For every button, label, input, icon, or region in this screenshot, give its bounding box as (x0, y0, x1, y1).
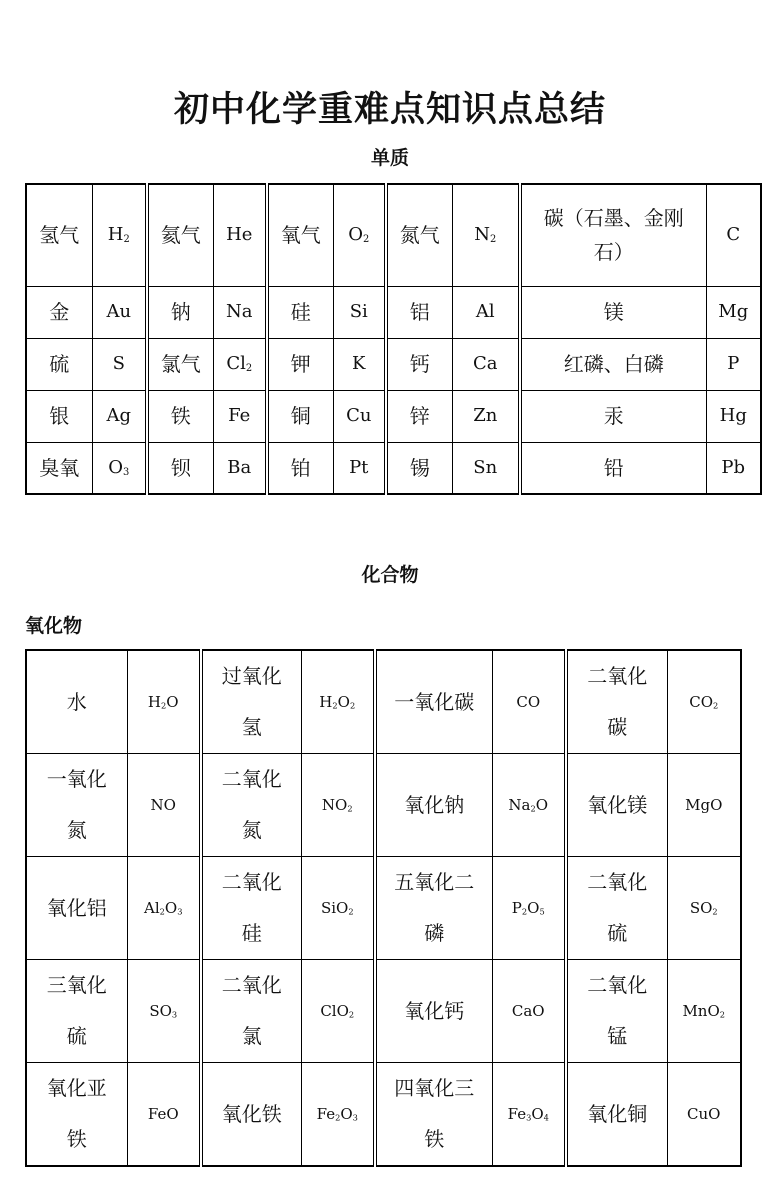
compound-formula (301, 857, 375, 960)
symbol-text: Sn (473, 456, 498, 478)
formula-part: FeO (147, 1105, 179, 1123)
table-row (26, 442, 761, 494)
compound-name: 一氧化氮 (26, 754, 127, 857)
table-row (26, 184, 761, 286)
formula-part: NO (150, 796, 176, 814)
symbol-text: Au (106, 301, 132, 322)
compound-formula (667, 754, 741, 857)
formula-part: SO (689, 899, 713, 917)
formula-subscript: 2 (712, 906, 718, 917)
element-name: 氯气 (147, 338, 213, 390)
element-name: 镁 (520, 286, 706, 338)
element-symbol (92, 184, 147, 286)
formula-part: CaO (511, 1002, 545, 1020)
symbol-text: He (226, 224, 253, 246)
compound-name: 过氧化氢 (201, 650, 301, 754)
formula-part: O (531, 1105, 544, 1123)
oxides-heading: 氧化物 (25, 615, 83, 637)
symbol-text: S (112, 353, 125, 374)
symbol-text: O (108, 456, 123, 478)
element-symbol (333, 184, 386, 286)
formula-subscript: 2 (349, 700, 356, 711)
compound-name: 氧化铝 (26, 857, 127, 960)
element-symbol (706, 286, 761, 338)
formula-part: O (340, 1105, 353, 1123)
element-name: 氮气 (386, 184, 452, 286)
element-symbol (452, 442, 520, 494)
formula-part: O (527, 899, 540, 917)
compound-formula (127, 650, 201, 754)
element-name: 银 (26, 390, 92, 442)
symbol-subscript: 2 (362, 234, 370, 246)
element-name: 氢气 (26, 184, 92, 286)
formula-part: CuO (687, 1105, 721, 1123)
compound-name: 氧化钙 (375, 960, 492, 1063)
formula-part: SO (149, 1002, 172, 1020)
compound-formula (301, 960, 375, 1063)
elements-section-title: 单质 (370, 147, 409, 169)
element-symbol (213, 390, 267, 442)
element-symbol (706, 184, 761, 286)
element-symbol (706, 442, 761, 494)
compound-name: 氧化亚铁 (26, 1063, 127, 1167)
table-row (26, 338, 761, 390)
compound-formula (667, 1063, 741, 1167)
compound-formula (127, 754, 201, 857)
formula-subscript: 3 (352, 1112, 358, 1123)
formula-part: O (164, 899, 178, 917)
symbol-text: Ba (227, 456, 252, 478)
element-name: 铝 (386, 286, 452, 338)
table-row (26, 650, 741, 754)
formula-part: CO (689, 693, 714, 711)
table-row (26, 1063, 741, 1167)
element-name: 金 (26, 286, 92, 338)
table-row (26, 754, 741, 857)
element-name: 铅 (520, 442, 706, 494)
element-symbol (213, 338, 267, 390)
compound-formula (127, 1063, 201, 1167)
compound-name: 氧化铜 (566, 1063, 667, 1167)
compound-formula (492, 1063, 566, 1167)
element-name: 铂 (267, 442, 333, 494)
formula-part: ClO (320, 1002, 349, 1020)
oxides-table (25, 649, 742, 1167)
compound-name: 二氧化硅 (201, 857, 301, 960)
formula-subscript: 4 (543, 1112, 549, 1123)
element-symbol (92, 442, 147, 494)
element-symbol (333, 442, 386, 494)
element-name: 钙 (386, 338, 452, 390)
compound-name: 三氧化硫 (26, 960, 127, 1063)
formula-subscript: 2 (348, 906, 354, 917)
compound-formula (492, 857, 566, 960)
element-symbol (213, 184, 267, 286)
element-symbol (213, 286, 267, 338)
compound-name: 二氧化硫 (566, 857, 667, 960)
formula-subscript: 3 (526, 1112, 532, 1123)
compound-name: 五氧化二磷 (375, 857, 492, 960)
compound-name: 氧化钠 (375, 754, 492, 857)
element-symbol (333, 338, 386, 390)
formula-part: SiO (320, 899, 349, 917)
symbol-text: Hg (719, 405, 747, 426)
element-name: 硅 (267, 286, 333, 338)
formula-part: O (535, 796, 549, 814)
symbol-text: Ag (106, 405, 132, 426)
compound-formula (667, 960, 741, 1063)
compound-formula (667, 650, 741, 754)
formula-part: Na (508, 796, 531, 814)
compound-name: 二氧化碳 (566, 650, 667, 754)
table-row (26, 286, 761, 338)
formula-part: MgO (685, 796, 723, 814)
formula-subscript: 2 (348, 1009, 355, 1020)
compound-formula (301, 754, 375, 857)
elements-table (25, 183, 762, 495)
formula-part: CO (516, 693, 541, 711)
symbol-text: Pt (349, 456, 369, 478)
page-title: 初中化学重难点知识点总结 (173, 90, 606, 130)
symbol-text: Al (475, 301, 495, 322)
element-name: 锌 (386, 390, 452, 442)
element-symbol (452, 184, 520, 286)
formula-part: O (166, 693, 179, 711)
formula-part: NO (321, 796, 348, 814)
symbol-subscript: 2 (123, 234, 130, 246)
element-name: 锡 (386, 442, 452, 494)
element-symbol (92, 338, 147, 390)
table-row (26, 857, 741, 960)
symbol-text: Mg (718, 301, 749, 322)
compound-name: 氧化铁 (201, 1063, 301, 1167)
formula-subscript: 2 (521, 906, 528, 917)
symbol-text: Na (226, 301, 253, 322)
symbol-text: Ca (472, 353, 498, 374)
compound-formula (492, 650, 566, 754)
table-row (26, 390, 761, 442)
element-name: 氧气 (267, 184, 333, 286)
element-name: 铜 (267, 390, 333, 442)
element-symbol (452, 338, 520, 390)
element-symbol (92, 390, 147, 442)
element-symbol (706, 338, 761, 390)
symbol-subscript: 2 (245, 362, 253, 374)
compound-formula (127, 857, 201, 960)
symbol-text: Zn (473, 405, 498, 426)
formula-part: P (511, 899, 522, 917)
compound-name: 氧化镁 (566, 754, 667, 857)
element-name: 汞 (520, 390, 706, 442)
formula-subscript: 3 (177, 906, 183, 917)
table-row (26, 960, 741, 1063)
compounds-section-title: 化合物 (361, 564, 419, 586)
formula-subscript: 2 (530, 803, 536, 814)
symbol-text: K (352, 353, 366, 374)
formula-subscript: 2 (719, 1009, 726, 1020)
element-symbol (706, 390, 761, 442)
formula-subscript: 2 (161, 700, 167, 711)
compound-formula (301, 650, 375, 754)
formula-part: H (319, 693, 333, 711)
symbol-text: C (726, 224, 741, 246)
formula-subscript: 2 (347, 803, 353, 814)
formula-part: Fe (507, 1105, 527, 1123)
compound-name: 一氧化碳 (375, 650, 492, 754)
element-symbol (333, 286, 386, 338)
element-name: 碳（石墨、金刚石） (520, 184, 706, 286)
symbol-text: Pb (721, 456, 746, 478)
element-name: 臭氧 (26, 442, 92, 494)
symbol-text: Fe (228, 405, 251, 426)
formula-subscript: 2 (159, 906, 165, 917)
compound-name: 二氧化锰 (566, 960, 667, 1063)
symbol-text: N (474, 224, 490, 246)
element-name: 钾 (267, 338, 333, 390)
formula-subscript: 3 (171, 1009, 178, 1020)
formula-part: Al (144, 899, 160, 917)
symbol-subscript: 3 (122, 466, 130, 478)
element-name: 氦气 (147, 184, 213, 286)
element-symbol (213, 442, 267, 494)
compound-name: 二氧化氮 (201, 754, 301, 857)
formula-part: H (147, 693, 162, 711)
symbol-text: Si (349, 301, 368, 322)
element-symbol (452, 390, 520, 442)
symbol-text: H (107, 224, 124, 246)
formula-part: O (337, 693, 350, 711)
compound-name: 二氧化氯 (201, 960, 301, 1063)
formula-subscript: 2 (713, 700, 719, 711)
formula-subscript: 2 (332, 700, 338, 711)
element-name: 钡 (147, 442, 213, 494)
compound-formula (127, 960, 201, 1063)
element-symbol (333, 390, 386, 442)
compound-formula (667, 857, 741, 960)
compound-formula (492, 960, 566, 1063)
element-name: 硫 (26, 338, 92, 390)
symbol-text: Cl (226, 353, 246, 374)
compound-name: 水 (26, 650, 127, 754)
element-symbol (92, 286, 147, 338)
element-name: 钠 (147, 286, 213, 338)
symbol-text: Cu (346, 405, 372, 426)
element-symbol (452, 286, 520, 338)
symbol-text: P (727, 353, 740, 374)
symbol-text: O (348, 224, 363, 246)
compound-formula (301, 1063, 375, 1167)
compound-name: 四氧化三铁 (375, 1063, 492, 1167)
element-name: 红磷、白磷 (520, 338, 706, 390)
compound-formula (492, 754, 566, 857)
formula-subscript: 5 (539, 906, 545, 917)
symbol-subscript: 2 (489, 234, 497, 246)
formula-part: Fe (316, 1105, 336, 1123)
formula-subscript: 2 (335, 1112, 341, 1123)
element-name: 铁 (147, 390, 213, 442)
formula-part: MnO (682, 1002, 720, 1020)
